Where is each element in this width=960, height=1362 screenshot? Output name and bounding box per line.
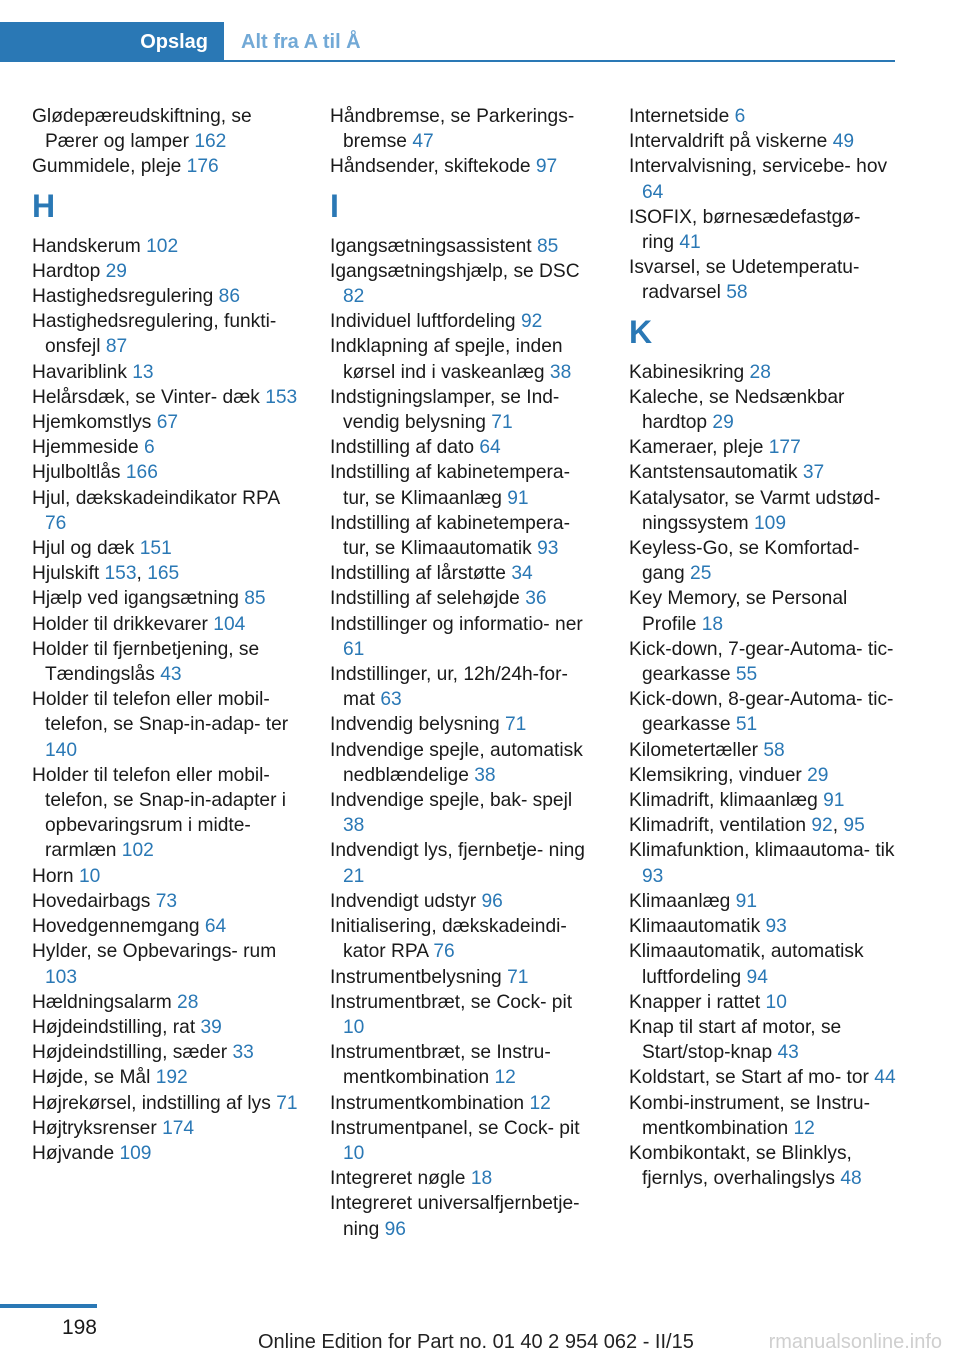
page-ref-link[interactable]: 76 bbox=[45, 512, 67, 534]
index-entry bbox=[32, 990, 300, 1015]
page-ref-link[interactable]: 10 bbox=[765, 991, 787, 1013]
index-entry-text: Klimadrift, ventilation bbox=[629, 815, 807, 837]
index-entry-text: Glødepæreudskiftning, se Pærer og lamper bbox=[32, 106, 252, 153]
index-entry-text: Hastighedsregulering bbox=[32, 286, 214, 308]
index-entry-text: Isvarsel, se Udetemperatu- radvarsel bbox=[629, 257, 860, 304]
index-entry bbox=[629, 763, 897, 788]
index-entry-text: Instrumentpanel, se Cock- pit bbox=[330, 1117, 580, 1139]
page-ref-link[interactable]: 87 bbox=[105, 336, 128, 358]
page-ref-link[interactable]: 38 bbox=[474, 764, 496, 786]
index-entry bbox=[330, 334, 598, 384]
index-entry bbox=[629, 385, 897, 435]
index-entry-text: Koldstart, se Start af mo- tor bbox=[629, 1067, 869, 1089]
index-entry-text: Indstilling af dato bbox=[330, 437, 474, 459]
page-ref-link[interactable]: 109 bbox=[753, 512, 786, 534]
index-entry bbox=[330, 712, 598, 737]
page-ref-link[interactable]: 85 bbox=[244, 588, 266, 610]
page-ref-link[interactable]: 162 bbox=[194, 131, 227, 153]
page-ref-link[interactable]: 51 bbox=[735, 714, 758, 736]
index-entry bbox=[330, 990, 598, 1040]
page-ref-link[interactable]: 29 bbox=[105, 260, 127, 282]
index-entry bbox=[330, 965, 598, 990]
index-entry-text: Key Memory, se Personal Profile bbox=[629, 588, 848, 635]
index-entry-text: Hjemkomstlys bbox=[32, 412, 152, 434]
page-ref-link[interactable]: 103 bbox=[45, 966, 78, 988]
index-entry-text: Igangsætningsassistent bbox=[330, 235, 532, 257]
index-entry-text: Igangsætningshjælp, se DSC bbox=[330, 260, 580, 282]
page-ref-link[interactable]: 71 bbox=[491, 412, 513, 434]
index-entry bbox=[330, 104, 598, 154]
index-entry-text: Indstilling af kabinetempera- tur, se Klimaanlæg bbox=[330, 462, 570, 509]
page-ref-link[interactable]: 102 bbox=[146, 235, 179, 257]
page-ref-link[interactable]: 21 bbox=[343, 865, 365, 887]
index-entry-text: Hjælp ved igangsætning bbox=[32, 588, 239, 610]
index-entry bbox=[330, 385, 598, 435]
index-entry-text: Holder til telefon eller mobil- telefon, se Snap-in-adap- ter bbox=[32, 689, 289, 736]
index-entry bbox=[330, 511, 598, 561]
index-entry-text: Instrumentkombination bbox=[330, 1092, 525, 1114]
page-ref-link[interactable]: 91 bbox=[507, 487, 529, 509]
index-entry-text: Indstigningslamper, se Ind- vendig belysning bbox=[330, 386, 560, 434]
index-entry bbox=[32, 1091, 300, 1116]
index-entry-text: Klimaautomatik, automatisk luftfordeling bbox=[629, 941, 864, 988]
index-entry bbox=[330, 460, 598, 510]
index-entry bbox=[32, 612, 300, 637]
index-entry-text: ISOFIX, børnesædefastgø- ring bbox=[629, 206, 861, 254]
page-ref-link[interactable]: 73 bbox=[155, 890, 178, 912]
index-entry bbox=[629, 990, 897, 1015]
index-entry-text: Instrumentbelysning bbox=[330, 966, 502, 988]
index-entry-text: Hældningsalarm bbox=[32, 991, 172, 1013]
index-entry bbox=[629, 637, 897, 687]
index-entry-text: Intervalvisning, servicebe- hov bbox=[629, 156, 888, 178]
index-entry-text: Klemsikring, vinduer bbox=[629, 764, 802, 786]
index-entry-text: Højrekørsel, indstilling af lys bbox=[32, 1092, 271, 1114]
index-entry bbox=[629, 1091, 897, 1141]
index-entry-text: Kombi-instrument, se Instru- mentkombination bbox=[629, 1092, 870, 1139]
index-entry bbox=[330, 1191, 598, 1241]
index-entry bbox=[629, 1141, 897, 1191]
index-entry-text: Hjul, dækskadeindikator RPA bbox=[32, 487, 280, 509]
page-ref-link[interactable]: 93 bbox=[537, 538, 559, 560]
index-entry bbox=[629, 939, 897, 989]
page-ref-link[interactable]: 39 bbox=[200, 1016, 222, 1038]
header-tabs bbox=[0, 22, 895, 62]
index-entry-text: Hjulskift bbox=[32, 563, 100, 585]
index-entry bbox=[629, 889, 897, 914]
tab-opslag[interactable]: Opslag bbox=[0, 22, 224, 62]
index-entry bbox=[629, 104, 897, 129]
index-entry bbox=[629, 838, 897, 888]
index-entry-text: Holder til fjernbetjening, se Tændingslås bbox=[32, 638, 260, 686]
index-entry-text: Integreret nøgle bbox=[330, 1168, 466, 1190]
page-ref-link[interactable]: 64 bbox=[642, 181, 664, 203]
index-entry-text: Højde, se Mål bbox=[32, 1067, 151, 1089]
page-ref-link[interactable]: 29 bbox=[807, 764, 829, 786]
page-ref-link[interactable]: 28 bbox=[177, 991, 199, 1013]
index-entry-text: Gummidele, pleje bbox=[32, 156, 182, 178]
page-ref-link[interactable]: 33 bbox=[232, 1042, 254, 1064]
index-entry-text: Hjul og dæk bbox=[32, 538, 135, 560]
index-entry bbox=[629, 360, 897, 385]
index-entry bbox=[32, 536, 300, 561]
index-entry: Hjulskift 153, 165 bbox=[32, 563, 180, 585]
page-ref-link[interactable]: 61 bbox=[343, 638, 365, 660]
page-ref-link[interactable]: 102 bbox=[121, 840, 154, 862]
index-entry-text: Klimaanlæg bbox=[629, 890, 731, 912]
index-entry-text: Indstillinger, ur, 12h/24h-for- mat bbox=[330, 664, 568, 711]
index-entry bbox=[629, 1065, 897, 1090]
index-entry bbox=[32, 486, 300, 536]
page-ref-link[interactable]: 93 bbox=[642, 865, 664, 887]
page-ref-link[interactable]: 91 bbox=[735, 890, 758, 912]
index-entry-text: Hjemmeside bbox=[32, 437, 139, 459]
page-ref-link[interactable]: 153 bbox=[104, 563, 137, 585]
page-ref-link[interactable]: 38 bbox=[549, 361, 572, 383]
index-entry-text: Initialisering, dækskadeindi- kator RPA bbox=[330, 916, 567, 963]
index-entry-text: Kameraer, pleje bbox=[629, 437, 764, 459]
index-entry-text: Indvendige spejle, bak- spejl bbox=[330, 790, 573, 812]
page-ref-link[interactable]: 165 bbox=[147, 563, 180, 585]
index-entry-text: Indvendigt udstyr bbox=[330, 890, 477, 912]
index-entry-text: Instrumentbræt, se Cock- pit bbox=[330, 991, 573, 1013]
index-entry bbox=[629, 255, 897, 305]
index-entry-text: Kick-down, 8-gear-Automa- tic-gearkasse bbox=[629, 689, 894, 736]
index-entry bbox=[629, 435, 897, 460]
page-ref-link[interactable]: 12 bbox=[494, 1067, 516, 1089]
index-entry bbox=[32, 259, 300, 284]
index-entry-text: Kilometertæller bbox=[629, 739, 759, 761]
index-entry-text: Højdeindstilling, sæder bbox=[32, 1042, 228, 1064]
index-entry bbox=[330, 1166, 598, 1191]
index-column-2 bbox=[330, 104, 598, 1242]
page-ref-link[interactable]: 82 bbox=[343, 286, 365, 308]
page-ref-link[interactable]: 25 bbox=[690, 563, 712, 585]
page-ref-link[interactable]: 36 bbox=[525, 588, 547, 610]
index-entry bbox=[32, 939, 300, 989]
index-letter-heading: I bbox=[330, 187, 339, 224]
page-ref-link[interactable]: 64 bbox=[479, 437, 501, 459]
index-entry-text: Indvendige spejle, automatisk nedblændelige bbox=[330, 739, 583, 786]
index-entry bbox=[629, 129, 897, 154]
page-ref-link[interactable]: 166 bbox=[125, 462, 158, 484]
index-entry bbox=[629, 536, 897, 586]
page-ref-link[interactable]: 37 bbox=[802, 462, 825, 484]
page-ref-link[interactable]: 71 bbox=[507, 966, 529, 988]
page-ref-link[interactable]: 43 bbox=[777, 1042, 799, 1064]
index-entry bbox=[32, 154, 300, 179]
index-entry-text: Individuel luftfordeling bbox=[330, 311, 516, 333]
index-entry-text: Højvande bbox=[32, 1142, 115, 1164]
index-entry-text: Håndbremse, se Parkerings- bremse bbox=[330, 106, 575, 153]
index-entry-text: Klimaautomatik bbox=[629, 916, 761, 938]
index-entry-text: Indstillinger og informatio- ner bbox=[330, 613, 583, 635]
index-entry bbox=[32, 360, 300, 385]
index-entry bbox=[629, 586, 897, 636]
page-ref-link[interactable]: 48 bbox=[840, 1168, 862, 1190]
index-entry bbox=[629, 738, 897, 763]
index-entry-text: Keyless-Go, se Komfortad- gang bbox=[629, 538, 860, 585]
index-entry-text: Indklapning af spejle, inden kørsel ind i vaskeanlæg bbox=[330, 336, 563, 383]
page-ref-link[interactable]: 76 bbox=[433, 941, 455, 963]
index-entry-text: Internetside bbox=[629, 106, 730, 127]
index-entry bbox=[330, 738, 598, 788]
page-ref-link[interactable]: 151 bbox=[139, 538, 172, 560]
index-entry bbox=[629, 687, 897, 737]
index-entry-text: Hovedairbags bbox=[32, 890, 151, 912]
index-entry bbox=[629, 1015, 897, 1065]
footer-rule bbox=[0, 1304, 97, 1308]
page-ref-link[interactable]: 58 bbox=[726, 282, 748, 304]
page-ref-link[interactable]: 85 bbox=[536, 235, 559, 257]
page-ref-link[interactable]: 67 bbox=[156, 412, 179, 434]
index-entry-text: Håndsender, skiftekode bbox=[330, 156, 531, 178]
page-ref-link[interactable]: 71 bbox=[504, 714, 527, 736]
index-entry-text: Intervaldrift på viskerne bbox=[629, 131, 828, 153]
index-entry-text: Hylder, se Opbevarings- rum bbox=[32, 941, 277, 963]
page-ref-link[interactable]: 10 bbox=[343, 1142, 365, 1164]
page-ref-link[interactable]: 96 bbox=[481, 890, 503, 912]
page-ref-link[interactable]: 55 bbox=[735, 664, 758, 686]
page-ref-link[interactable]: 13 bbox=[132, 361, 154, 383]
index-entry bbox=[330, 662, 598, 712]
index-entry-text: Kantstensautomatik bbox=[629, 462, 798, 484]
index-entry-text: Klimadrift, klimaanlæg bbox=[629, 790, 818, 812]
index-entry bbox=[330, 838, 598, 888]
index-entry bbox=[32, 460, 300, 485]
index-entry-text: Klimafunktion, klimaautoma- tik bbox=[629, 840, 895, 862]
page-ref-link[interactable]: 6 bbox=[734, 106, 746, 127]
index-entry-text: Holder til drikkevarer bbox=[32, 613, 208, 635]
page-ref-link[interactable]: 28 bbox=[749, 361, 771, 383]
index-entry bbox=[32, 1015, 300, 1040]
page-ref-link[interactable]: 109 bbox=[119, 1142, 152, 1164]
page-ref-link[interactable]: 86 bbox=[218, 286, 241, 308]
page-ref-link[interactable]: 174 bbox=[162, 1117, 195, 1139]
page-ref-link[interactable]: 92 bbox=[520, 311, 543, 333]
index-entry-text: Holder til telefon eller mobil- telefon, se Snap-in-adapter i opbevaringsrum i midte- rarmlæn bbox=[32, 764, 287, 862]
index-entry bbox=[330, 561, 598, 586]
index-entry-text: Indstilling af lårstøtte bbox=[330, 563, 506, 585]
index-entry bbox=[629, 914, 897, 939]
index-entry bbox=[330, 154, 598, 179]
index-entry-text: Kaleche, se Nedsænkbar hardtop bbox=[629, 386, 845, 434]
index-entry bbox=[32, 284, 300, 309]
index-entry-text: Indvendig belysning bbox=[330, 714, 500, 736]
index-entry-text: Hardtop bbox=[32, 260, 101, 282]
index-entry-text: Hjulboltlås bbox=[32, 462, 121, 484]
index-entry-text: Horn bbox=[32, 865, 74, 887]
page-ref-link[interactable]: 12 bbox=[793, 1117, 815, 1139]
page-ref-link[interactable]: 47 bbox=[412, 131, 434, 153]
page-ref-link[interactable]: 96 bbox=[384, 1218, 406, 1240]
index-entry bbox=[330, 1116, 598, 1166]
index-column-1 bbox=[32, 104, 300, 1166]
page-number: 198 bbox=[61, 1316, 97, 1339]
page-ref-link[interactable]: 41 bbox=[679, 232, 701, 254]
index-entry-text: Instrumentbræt, se Instru- mentkombination bbox=[330, 1042, 551, 1089]
page-ref-link[interactable]: 10 bbox=[78, 865, 101, 887]
page-ref-link[interactable]: 63 bbox=[380, 689, 402, 711]
footer-edition: Online Edition for Part no. 01 40 2 954 062 - II/15 bbox=[258, 1331, 694, 1353]
index-entry: Klimadrift, ventilation 92, 95 bbox=[629, 815, 865, 837]
page-ref-link[interactable]: 95 bbox=[843, 815, 865, 837]
page-ref-link[interactable]: 34 bbox=[511, 563, 533, 585]
page-ref-link[interactable]: 49 bbox=[832, 131, 855, 153]
index-entry bbox=[32, 385, 300, 410]
index-entry-text: Kabinesikring bbox=[629, 361, 745, 383]
index-entry-text: Indstilling af selehøjde bbox=[330, 588, 520, 610]
index-entry-text: Hovedgennemgang bbox=[32, 916, 200, 938]
index-entry bbox=[32, 234, 300, 259]
page-ref-link[interactable]: 44 bbox=[874, 1067, 896, 1089]
index-entry bbox=[330, 1040, 598, 1090]
page-ref-link[interactable]: 43 bbox=[160, 664, 182, 686]
index-letter-heading: K bbox=[629, 313, 653, 350]
page-ref-link[interactable]: 18 bbox=[470, 1168, 493, 1190]
page-ref-link[interactable]: 97 bbox=[535, 156, 558, 178]
index-entry bbox=[330, 309, 598, 334]
index-letter-heading: H bbox=[32, 187, 56, 224]
index-entry bbox=[32, 889, 300, 914]
index-entry bbox=[629, 486, 897, 536]
index-entry bbox=[32, 1141, 300, 1166]
index-entry bbox=[330, 586, 598, 611]
index-entry-text: Højtryksrenser bbox=[32, 1117, 157, 1139]
index-entry bbox=[32, 763, 300, 864]
index-entry bbox=[629, 788, 897, 813]
page-ref-link[interactable]: 104 bbox=[213, 613, 246, 635]
index-entry-text: Katalysator, se Varmt udstød- ningssystem bbox=[629, 487, 881, 534]
index-entry bbox=[32, 864, 300, 889]
index-entry bbox=[330, 435, 598, 460]
page-ref-link[interactable]: 38 bbox=[343, 815, 365, 837]
page-ref-link[interactable]: 92 bbox=[811, 815, 833, 837]
index-entry bbox=[629, 460, 897, 485]
index-entry-text: Indstilling af kabinetempera- tur, se Klimaautomatik bbox=[330, 512, 570, 560]
watermark: rmanualsonline.info bbox=[768, 1331, 942, 1353]
page-ref-link[interactable]: 58 bbox=[763, 739, 785, 761]
index-entry bbox=[32, 1116, 300, 1141]
index-entry bbox=[32, 586, 300, 611]
page-ref-link[interactable]: 18 bbox=[701, 613, 724, 635]
index-entry bbox=[330, 889, 598, 914]
index-entry bbox=[330, 914, 598, 964]
page-ref-link[interactable]: 71 bbox=[276, 1092, 298, 1114]
tab-alt-fra-a-til-a[interactable]: Alt fra A til Å bbox=[224, 22, 895, 62]
index-entry-text: Indvendigt lys, fjernbetje- ning bbox=[330, 840, 585, 862]
index-entry bbox=[32, 1040, 300, 1065]
page-ref-link[interactable]: 94 bbox=[746, 966, 768, 988]
index-entry-text: Knapper i rattet bbox=[629, 991, 761, 1013]
page-ref-link[interactable]: 12 bbox=[529, 1092, 551, 1114]
page-ref-link[interactable]: 6 bbox=[143, 437, 155, 459]
page-ref-link[interactable]: 153 bbox=[265, 386, 298, 408]
index-entry-text: Kombikontakt, se Blinklys, fjernlys, overhalingslys bbox=[629, 1142, 852, 1190]
index-column-3 bbox=[629, 104, 897, 1191]
index-entry-text: Kick-down, 7-gear-Automa- tic-gearkasse bbox=[629, 638, 894, 686]
index-entry bbox=[32, 914, 300, 939]
index-entry bbox=[32, 637, 300, 687]
index-entry-text: Integreret universalfjernbetje- ning bbox=[330, 1193, 580, 1240]
index-entry-text: Knap til start af motor, se Start/stop-knap bbox=[629, 1016, 842, 1064]
index-entry bbox=[330, 234, 598, 259]
index-entry bbox=[330, 259, 598, 309]
index-entry-text: Hastighedsregulering, funkti- onsfejl bbox=[32, 311, 277, 358]
page-ref-link[interactable]: 176 bbox=[186, 156, 219, 178]
index-entry-text: Højdeindstilling, rat bbox=[32, 1016, 196, 1038]
page-ref-link[interactable]: 10 bbox=[343, 1016, 365, 1038]
index-entry-text: Helårsdæk, se Vinter- dæk bbox=[32, 386, 260, 408]
index-entry bbox=[32, 687, 300, 763]
page-ref-link[interactable]: 177 bbox=[768, 437, 801, 459]
index-entry bbox=[330, 788, 598, 838]
page-ref-link[interactable]: 64 bbox=[204, 916, 227, 938]
index-entry bbox=[32, 104, 300, 154]
page-ref-link[interactable]: 91 bbox=[823, 790, 845, 812]
page-ref-link[interactable]: 192 bbox=[155, 1067, 188, 1089]
page-ref-link[interactable]: 93 bbox=[765, 916, 787, 938]
index-entry bbox=[32, 435, 300, 460]
index-entry-text: Handskerum bbox=[32, 235, 141, 257]
index-entry bbox=[32, 309, 300, 359]
index-entry-text: Havariblink bbox=[32, 361, 127, 383]
index-entry bbox=[330, 612, 598, 662]
index-entry bbox=[32, 1065, 300, 1090]
index-entry bbox=[629, 154, 897, 204]
index-entry bbox=[629, 205, 897, 255]
page-ref-link[interactable]: 29 bbox=[712, 412, 734, 434]
index-entry bbox=[32, 410, 300, 435]
page-ref-link[interactable]: 140 bbox=[45, 739, 78, 761]
index-entry bbox=[330, 1091, 598, 1116]
